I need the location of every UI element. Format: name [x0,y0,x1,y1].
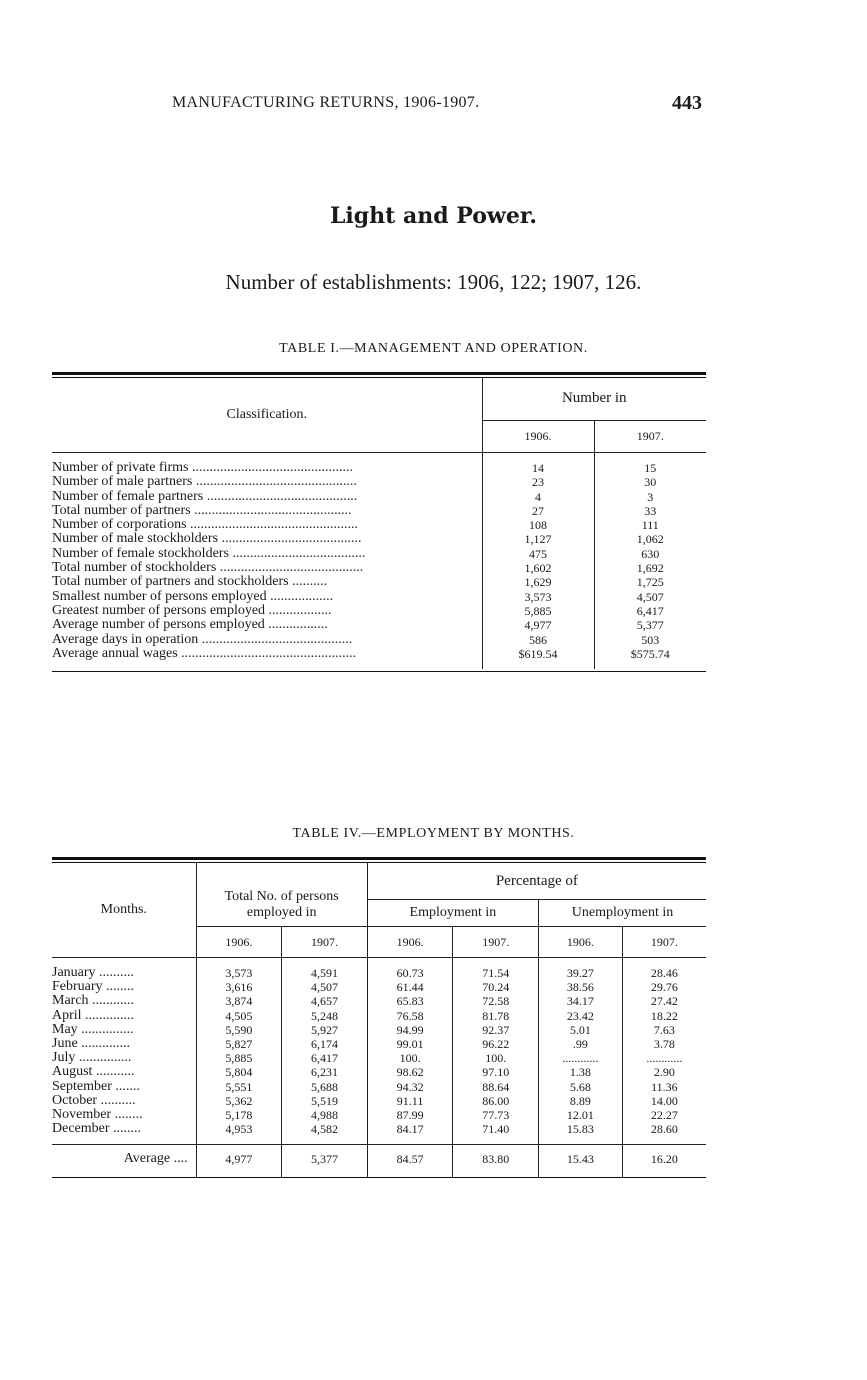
table4-employment-1906: 94.99 [367,1023,453,1037]
table1-value-1907: 30 [644,475,657,490]
table1-row-label: Number of female stockholders ...................................... [52,547,482,561]
table1-value-1907: $575.74 [630,646,670,661]
table1-row-label: Number of corporations ................................................ [52,518,482,532]
table1-row [52,518,706,532]
table4-employment-1906: 99.01 [367,1037,453,1051]
table4-row [52,958,706,981]
table4-month-label: June .............. [52,1037,196,1051]
table4-employment-1906: 61.44 [367,980,453,994]
table4-unemployment-1906: 39.27 [539,958,623,981]
table1-row-label: Total number of partners ............................................. [52,504,482,518]
table4-row [52,1108,706,1122]
table1-value-1906: 4 [482,490,594,504]
table1-row [52,590,706,604]
table4-average-total-1906: 4,977 [196,1145,282,1177]
running-head: MANUFACTURING RETURNS, 1906-1907. [172,94,480,111]
table1-value-1906: 23 [482,475,594,489]
table4-unemployment-1906: 5.68 [539,1080,623,1094]
table1-row-label: Average days in operation ........................................... [52,633,482,647]
table4-unemployment-1906: 1.38 [539,1065,623,1079]
table4-body [52,958,706,1145]
table4-unemployment-1907: 11.36 [651,1079,678,1094]
table4-total-1906: 5,178 [196,1108,282,1122]
table4-total-1907-header: 1907. [282,927,368,958]
establishments-line: Number of establishments: 1906, 122; 1907, 126. [225,270,642,294]
table1-row-label: Number of male stockholders ........................................ [52,532,482,546]
table4-row [52,980,706,994]
table4-unemployment-1907: 29.76 [650,980,678,995]
table4-unemployment-1906: 34.17 [539,994,623,1008]
table4-employment-1906: 76.58 [367,1009,453,1023]
table4-total-1907: 5,519 [282,1094,368,1108]
table4-average-total-1907: 5,377 [282,1145,368,1177]
table4-total-1907: 5,688 [282,1080,368,1094]
table1-value-1906: 14 [482,453,594,476]
table4-month-label: November ........ [52,1108,196,1122]
table4-total-1907: 5,248 [282,1009,368,1023]
table4-bottom-rule [52,1177,706,1178]
table1-value-1907: 33 [644,503,657,518]
table1-value-1907: 5,377 [636,618,664,633]
table4-employment-1907: 72.58 [453,994,539,1008]
table1-value-1907: 111 [641,518,659,533]
table1-row [52,575,706,589]
table4-unemployment-1907: 22.27 [650,1108,678,1123]
table4-employment-1907: 97.10 [453,1065,539,1079]
table4-employment-1907: 71.54 [453,958,539,981]
table4-employment-1907: 81.78 [453,1009,539,1023]
table4-employment-by-months [52,857,706,1178]
table1-row [52,547,706,561]
table4-row [52,1023,706,1037]
table4-employment-1907: 71.40 [453,1122,539,1145]
table4-total-1906: 4,953 [196,1122,282,1145]
table1-row [52,561,706,575]
table1-year-1907-header: 1907. [594,420,706,452]
table4-total-1906: 5,827 [196,1037,282,1051]
table4-unemployment-1907: ............ [646,1051,683,1066]
table4-top-rule [52,857,706,860]
table1-value-1906: 1,127 [482,532,594,546]
table1-value-1906: 108 [482,518,594,532]
table4-unemployment-1907-header: 1907. [622,927,706,958]
table4-unemployment-1907: 27.42 [650,994,678,1009]
table1-value-1906: 586 [482,633,594,647]
table1-row-label: Average annual wages .................................................. [52,647,482,669]
table4-unemployment-1906: 23.42 [539,1009,623,1023]
table4-month-label: April .............. [52,1009,196,1023]
table4-total-1907: 4,988 [282,1108,368,1122]
table4-total-1906: 3,616 [196,980,282,994]
table4-employment-1907: 100. [453,1051,539,1065]
table4-unemployment-1907: 28.46 [650,966,678,980]
table4-employment-1907: 86.00 [453,1094,539,1108]
table4-employment-1906: 87.99 [367,1108,453,1122]
table1-value-1907: 503 [641,632,660,647]
table1-value-1907: 1,062 [636,532,664,547]
table1-number-in-header: Number in [482,378,706,420]
table1-grid [52,378,706,669]
table4-total-persons-header: Total No. of persons employed in [196,863,367,927]
table4-employment-1907: 92.37 [453,1023,539,1037]
table4-employment-1906: 94.32 [367,1080,453,1094]
table1-row [52,633,706,647]
table1-row-label: Greatest number of persons employed .................. [52,604,482,618]
table4-total-1906: 5,885 [196,1051,282,1065]
table1-row [52,532,706,546]
table4-row [52,1051,706,1065]
table4-total-1907: 5,927 [282,1023,368,1037]
table4-month-label: August ........... [52,1065,196,1079]
table4-total-1906: 5,590 [196,1023,282,1037]
table1-value-1906: 27 [482,504,594,518]
table4-employment-1906: 98.62 [367,1065,453,1079]
table4-months-header: Months. [52,863,196,958]
table4-employment-1906: 100. [367,1051,453,1065]
table4-unemployment-1906: 5.01 [539,1023,623,1037]
table4-unemployment-1907: 28.60 [650,1122,678,1137]
table4-month-label: May ............... [52,1023,196,1037]
table4-total-1906: 3,874 [196,994,282,1008]
table4-total-1907: 4,582 [282,1122,368,1145]
table4-unemployment-1907: 2.90 [653,1065,675,1080]
table1-row [52,618,706,632]
table1-value-1907: 4,507 [636,589,664,604]
table1-value-1907: 6,417 [636,603,664,618]
table4-unemployment-1907: 7.63 [653,1022,675,1037]
table1-row [52,504,706,518]
table4-row [52,994,706,1008]
table1-classification-header: Classification. [52,378,482,453]
table4-row [52,1122,706,1145]
table1-value-1907: 630 [641,546,660,561]
table4-average-unemployment-1906: 15.43 [539,1145,623,1177]
table4-month-label: February ........ [52,980,196,994]
table1-row-label: Total number of partners and stockholders .......... [52,575,482,589]
table4-total-1907: 6,174 [282,1037,368,1051]
table4-average-employment-1907: 83.80 [453,1145,539,1177]
table1-value-1907: 15 [644,461,657,475]
table4-average-row [52,1145,706,1177]
table4-unemployment-header: Unemployment in [539,900,706,927]
table4-total-1907: 6,417 [282,1051,368,1065]
table1-row [52,475,706,489]
table1-row-label: Smallest number of persons employed .................. [52,590,482,604]
table4-total-1906: 5,551 [196,1080,282,1094]
table1-value-1906: 475 [482,547,594,561]
table4-employment-1906: 84.17 [367,1122,453,1145]
table1-title: TABLE I.—MANAGEMENT AND OPERATION. [279,341,588,356]
table1-value-1906: 5,885 [482,604,594,618]
table4-row [52,1037,706,1051]
table1-value-1906: 3,573 [482,590,594,604]
table1-row [52,490,706,504]
table4-unemployment-1906-header: 1906. [539,927,623,958]
table1-bottom-rule [52,671,706,672]
table4-employment-1906: 65.83 [367,994,453,1008]
table4-employment-1906: 60.73 [367,958,453,981]
table4-total-1906-header: 1906. [196,927,282,958]
table1-management-operation [52,372,706,672]
table1-value-1906: $619.54 [482,647,594,669]
table4-unemployment-1907: 14.00 [650,1093,678,1108]
table1-value-1906: 1,602 [482,561,594,575]
table4-total-1906: 4,505 [196,1009,282,1023]
table1-year-1906-header: 1906. [482,420,594,452]
table1-row-label: Number of private firms .............................................. [52,453,482,476]
table1-body [52,453,706,670]
table4-total-1907: 6,231 [282,1065,368,1079]
table4-employment-1906-header: 1906. [367,927,453,958]
table4-employment-1907: 77.73 [453,1108,539,1122]
table4-unemployment-1907: 18.22 [650,1008,678,1023]
table4-month-label: December ........ [52,1122,196,1145]
table1-value-1907: 1,725 [636,575,664,590]
table4-employment-1906: 91.11 [367,1094,453,1108]
table4-average-label: Average .... [52,1145,196,1177]
table1-value-1906: 1,629 [482,575,594,589]
table4-average-unemployment-1907: 16.20 [622,1145,706,1177]
table4-row [52,1080,706,1094]
table4-title: TABLE IV.—EMPLOYMENT BY MONTHS. [292,826,575,841]
table4-total-1907: 4,591 [282,958,368,981]
table4-month-label: March ............ [52,994,196,1008]
table4-employment-1907: 70.24 [453,980,539,994]
table4-unemployment-1906: ............ [539,1051,623,1065]
table4-employment-1907-header: 1907. [453,927,539,958]
table4-total-1906: 3,573 [196,958,282,981]
table4-unemployment-1906: .99 [539,1037,623,1051]
table1-value-1907: 3 [647,489,654,504]
table4-month-label: October .......... [52,1094,196,1108]
section-title: Light and Power. [329,203,538,229]
table4-row [52,1009,706,1023]
table4-unemployment-1906: 8.89 [539,1094,623,1108]
table4-grid [52,863,706,1177]
table4-employment-header: Employment in [367,900,538,927]
table4-row [52,1094,706,1108]
table1-row [52,453,706,476]
table4-total-1907: 4,507 [282,980,368,994]
table4-employment-1907: 96.22 [453,1037,539,1051]
table1-top-rule [52,372,706,375]
table4-unemployment-1906: 15.83 [539,1122,623,1145]
table4-percentage-header: Percentage of [367,863,706,900]
table4-total-1906: 5,362 [196,1094,282,1108]
page-number: 443 [672,92,702,114]
table4-month-label: September ....... [52,1080,196,1094]
table4-total-1907: 4,657 [282,994,368,1008]
table4-average-employment-1906: 84.57 [367,1145,453,1177]
table1-value-1906: 4,977 [482,618,594,632]
table4-unemployment-1907: 3.78 [653,1037,675,1052]
table4-total-1906: 5,804 [196,1065,282,1079]
table4-month-label: July ............... [52,1051,196,1065]
table1-row-label: Average number of persons employed ................. [52,618,482,632]
table1-row [52,604,706,618]
table4-unemployment-1906: 12.01 [539,1108,623,1122]
table4-employment-1907: 88.64 [453,1080,539,1094]
table4-row [52,1065,706,1079]
table4-month-label: January .......... [52,958,196,981]
table1-row-label: Number of female partners ........................................... [52,490,482,504]
table1-row-label: Total number of stockholders ......................................... [52,561,482,575]
table1-value-1907: 1,692 [636,561,664,576]
table1-row [52,647,706,669]
table4-unemployment-1906: 38.56 [539,980,623,994]
table1-row-label: Number of male partners .............................................. [52,475,482,489]
